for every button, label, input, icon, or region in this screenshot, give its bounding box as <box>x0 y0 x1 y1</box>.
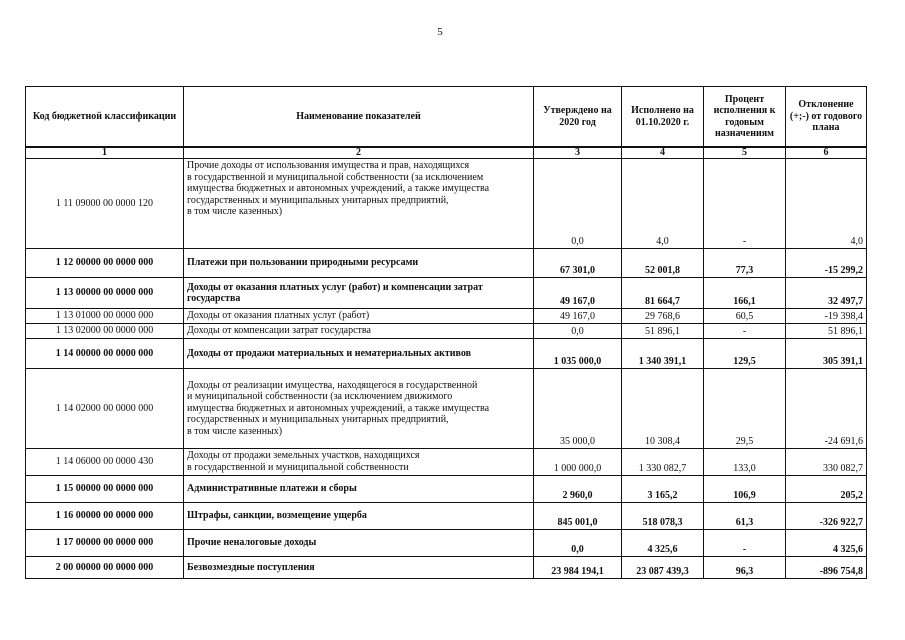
row-approved: 2 960,0 <box>534 476 622 503</box>
row-deviation: 305 391,1 <box>786 339 867 369</box>
row-code: 1 15 00000 00 0000 000 <box>26 476 184 503</box>
row-name: Штрафы, санкции, возмещение ущерба <box>184 503 534 530</box>
row-code: 1 16 00000 00 0000 000 <box>26 503 184 530</box>
row-executed: 4,0 <box>622 159 704 249</box>
header-row <box>26 87 867 148</box>
row-name: Прочие доходы от использования имущества и прав, находящихся в государственной и муниципальной собственности (за исключением имущества бюджетных и автономных учреждений, а также имущества государственных и муниципальных унитарных предприятий, в том числе казенных) <box>184 159 534 249</box>
row-approved: 67 301,0 <box>534 249 622 278</box>
column-number: 3 <box>534 147 622 159</box>
row-executed: 51 896,1 <box>622 324 704 339</box>
row-name: Прочие неналоговые доходы <box>184 530 534 557</box>
column-number: 6 <box>786 147 867 159</box>
row-name: Платежи при пользовании природными ресурсами <box>184 249 534 278</box>
row-name: Доходы от компенсации затрат государства <box>184 324 534 339</box>
row-deviation: -896 754,8 <box>786 557 867 579</box>
row-name: Доходы от продажи материальных и нематериальных активов <box>184 339 534 369</box>
row-code: 1 11 09000 00 0000 120 <box>26 159 184 249</box>
row-deviation: -19 398,4 <box>786 309 867 324</box>
header-name: Наименование показателей <box>184 87 534 148</box>
table-row <box>26 557 867 579</box>
row-code: 1 14 06000 00 0000 430 <box>26 449 184 476</box>
row-percent: - <box>704 159 786 249</box>
row-name: Доходы от оказания платных услуг (работ) и компенсации затрат государства <box>184 278 534 309</box>
row-executed: 10 308,4 <box>622 369 704 449</box>
table-row <box>26 278 867 309</box>
row-percent: 129,5 <box>704 339 786 369</box>
row-executed: 52 001,8 <box>622 249 704 278</box>
row-code: 1 17 00000 00 0000 000 <box>26 530 184 557</box>
row-code: 1 12 00000 00 0000 000 <box>26 249 184 278</box>
row-percent: 106,9 <box>704 476 786 503</box>
row-code: 1 13 01000 00 0000 000 <box>26 309 184 324</box>
row-name: Безвозмездные поступления <box>184 557 534 579</box>
header-executed: Исполнено на 01.10.2020 г. <box>622 87 704 148</box>
row-approved: 0,0 <box>534 530 622 557</box>
column-number: 2 <box>184 147 534 159</box>
row-deviation: 205,2 <box>786 476 867 503</box>
row-percent: 60,5 <box>704 309 786 324</box>
row-executed: 1 340 391,1 <box>622 339 704 369</box>
table-row <box>26 449 867 476</box>
row-approved: 1 035 000,0 <box>534 339 622 369</box>
row-percent: 61,3 <box>704 503 786 530</box>
row-executed: 1 330 082,7 <box>622 449 704 476</box>
row-deviation: 32 497,7 <box>786 278 867 309</box>
row-code: 1 14 02000 00 0000 000 <box>26 369 184 449</box>
row-approved: 35 000,0 <box>534 369 622 449</box>
budget-table <box>25 86 867 579</box>
header-deviation: Отклонение (+;-) от годового плана <box>786 87 867 148</box>
row-approved: 1 000 000,0 <box>534 449 622 476</box>
column-number: 5 <box>704 147 786 159</box>
row-approved: 0,0 <box>534 324 622 339</box>
row-code: 1 13 00000 00 0000 000 <box>26 278 184 309</box>
table-row <box>26 503 867 530</box>
row-name: Доходы от продажи земельных участков, находящихся в государственной и муниципальной собственности <box>184 449 534 476</box>
column-number: 4 <box>622 147 704 159</box>
header-approved: Утверждено на 2020 год <box>534 87 622 148</box>
row-approved: 845 001,0 <box>534 503 622 530</box>
table-row <box>26 476 867 503</box>
row-percent: 29,5 <box>704 369 786 449</box>
row-approved: 23 984 194,1 <box>534 557 622 579</box>
row-deviation: 4 325,6 <box>786 530 867 557</box>
table-row <box>26 339 867 369</box>
row-code: 1 14 00000 00 0000 000 <box>26 339 184 369</box>
row-deviation: 51 896,1 <box>786 324 867 339</box>
row-approved: 0,0 <box>534 159 622 249</box>
row-executed: 29 768,6 <box>622 309 704 324</box>
row-deviation: 4,0 <box>786 159 867 249</box>
row-deviation: -15 299,2 <box>786 249 867 278</box>
row-percent: 133,0 <box>704 449 786 476</box>
row-deviation: -24 691,6 <box>786 369 867 449</box>
row-percent: 96,3 <box>704 557 786 579</box>
table-row <box>26 309 867 324</box>
header-percent: Процент исполнения к годовым назначениям <box>704 87 786 148</box>
table-row <box>26 324 867 339</box>
header-code: Код бюджетной классификации <box>26 87 184 148</box>
row-approved: 49 167,0 <box>534 278 622 309</box>
row-executed: 3 165,2 <box>622 476 704 503</box>
row-percent: 166,1 <box>704 278 786 309</box>
row-name: Доходы от реализации имущества, находящегося в государственной и муниципальной собственности (за исключением движимого имущества бюджетных и автономных учреждений, а также имущества государственных и муниципальных унитарных предприятий, в том числе казенных) <box>184 369 534 449</box>
row-percent: 77,3 <box>704 249 786 278</box>
column-number: 1 <box>26 147 184 159</box>
page-number: 5 <box>437 26 443 38</box>
row-percent: - <box>704 530 786 557</box>
row-executed: 23 087 439,3 <box>622 557 704 579</box>
row-name: Доходы от оказания платных услуг (работ) <box>184 309 534 324</box>
row-deviation: 330 082,7 <box>786 449 867 476</box>
table-row <box>26 159 867 249</box>
row-deviation: -326 922,7 <box>786 503 867 530</box>
row-code: 2 00 00000 00 0000 000 <box>26 557 184 579</box>
table-row <box>26 369 867 449</box>
row-name: Административные платежи и сборы <box>184 476 534 503</box>
column-number-row <box>26 147 867 159</box>
row-percent: - <box>704 324 786 339</box>
row-executed: 4 325,6 <box>622 530 704 557</box>
row-executed: 518 078,3 <box>622 503 704 530</box>
row-executed: 81 664,7 <box>622 278 704 309</box>
row-code: 1 13 02000 00 0000 000 <box>26 324 184 339</box>
table-row <box>26 249 867 278</box>
table-row <box>26 530 867 557</box>
row-approved: 49 167,0 <box>534 309 622 324</box>
